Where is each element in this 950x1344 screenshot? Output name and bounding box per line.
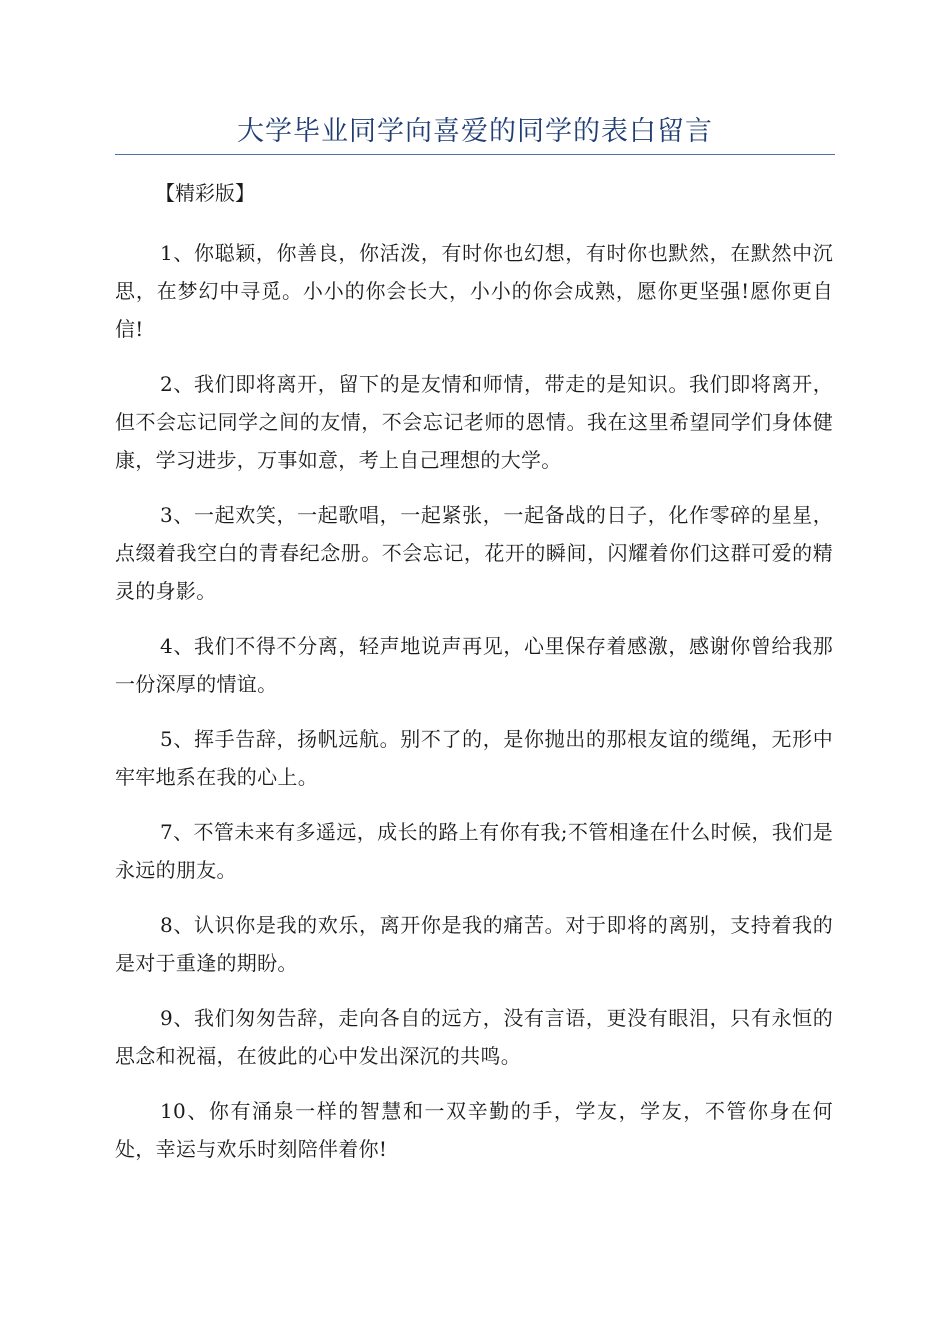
- paragraph-5: 5、挥手告辞，扬帆远航。别不了的，是你抛出的那根友谊的缆绳，无形中牢牢地系在我的心上。: [115, 727, 833, 789]
- paragraph-9: 9、我们匆匆告辞，走向各自的远方，没有言语，更没有眼泪，只有永恒的思念和祝福，在彼此的心中发出深沉的共鸣。: [115, 1006, 833, 1068]
- page-title: 大学毕业同学向喜爱的同学的表白留言: [237, 116, 713, 147]
- paragraph-10: 10、你有涌泉一样的智慧和一双辛勤的手，学友，学友，不管你身在何处，幸运与欢乐时刻陪伴着你!: [115, 1099, 833, 1161]
- edition-tag: 【精彩版】: [155, 181, 255, 205]
- document-body: [115, 174, 833, 1185]
- paragraph-8: 8、认识你是我的欢乐，离开你是我的痛苦。对于即将的离别，支持着我的是对于重逢的期盼。: [115, 913, 833, 975]
- paragraph-2: 2、我们即将离开，留下的是友情和师情，带走的是知识。我们即将离开，但不会忘记同学之间的友情，不会忘记老师的恩情。我在这里希望同学们身体健康，学习进步，万事如意，考上自己理想的大学。: [115, 372, 833, 472]
- paragraph-3: 3、一起欢笑，一起歌唱，一起紧张，一起备战的日子，化作零碎的星星，点缀着我空白的青春纪念册。不会忘记，花开的瞬间，闪耀着你们这群可爱的精灵的身影。: [115, 503, 833, 603]
- paragraph-7: 7、不管未来有多遥远，成长的路上有你有我;不管相逢在什么时候，我们是永远的朋友。: [115, 820, 833, 882]
- paragraph-4: 4、我们不得不分离，轻声地说声再见，心里保存着感激，感谢你曾给我那一份深厚的情谊。: [115, 634, 833, 696]
- paragraph-1: 1、你聪颖，你善良，你活泼，有时你也幻想，有时你也默然，在默然中沉思，在梦幻中寻觅。小小的你会长大，小小的你会成熟，愿你更坚强!愿你更自信!: [115, 241, 833, 341]
- title-underline: [115, 154, 835, 155]
